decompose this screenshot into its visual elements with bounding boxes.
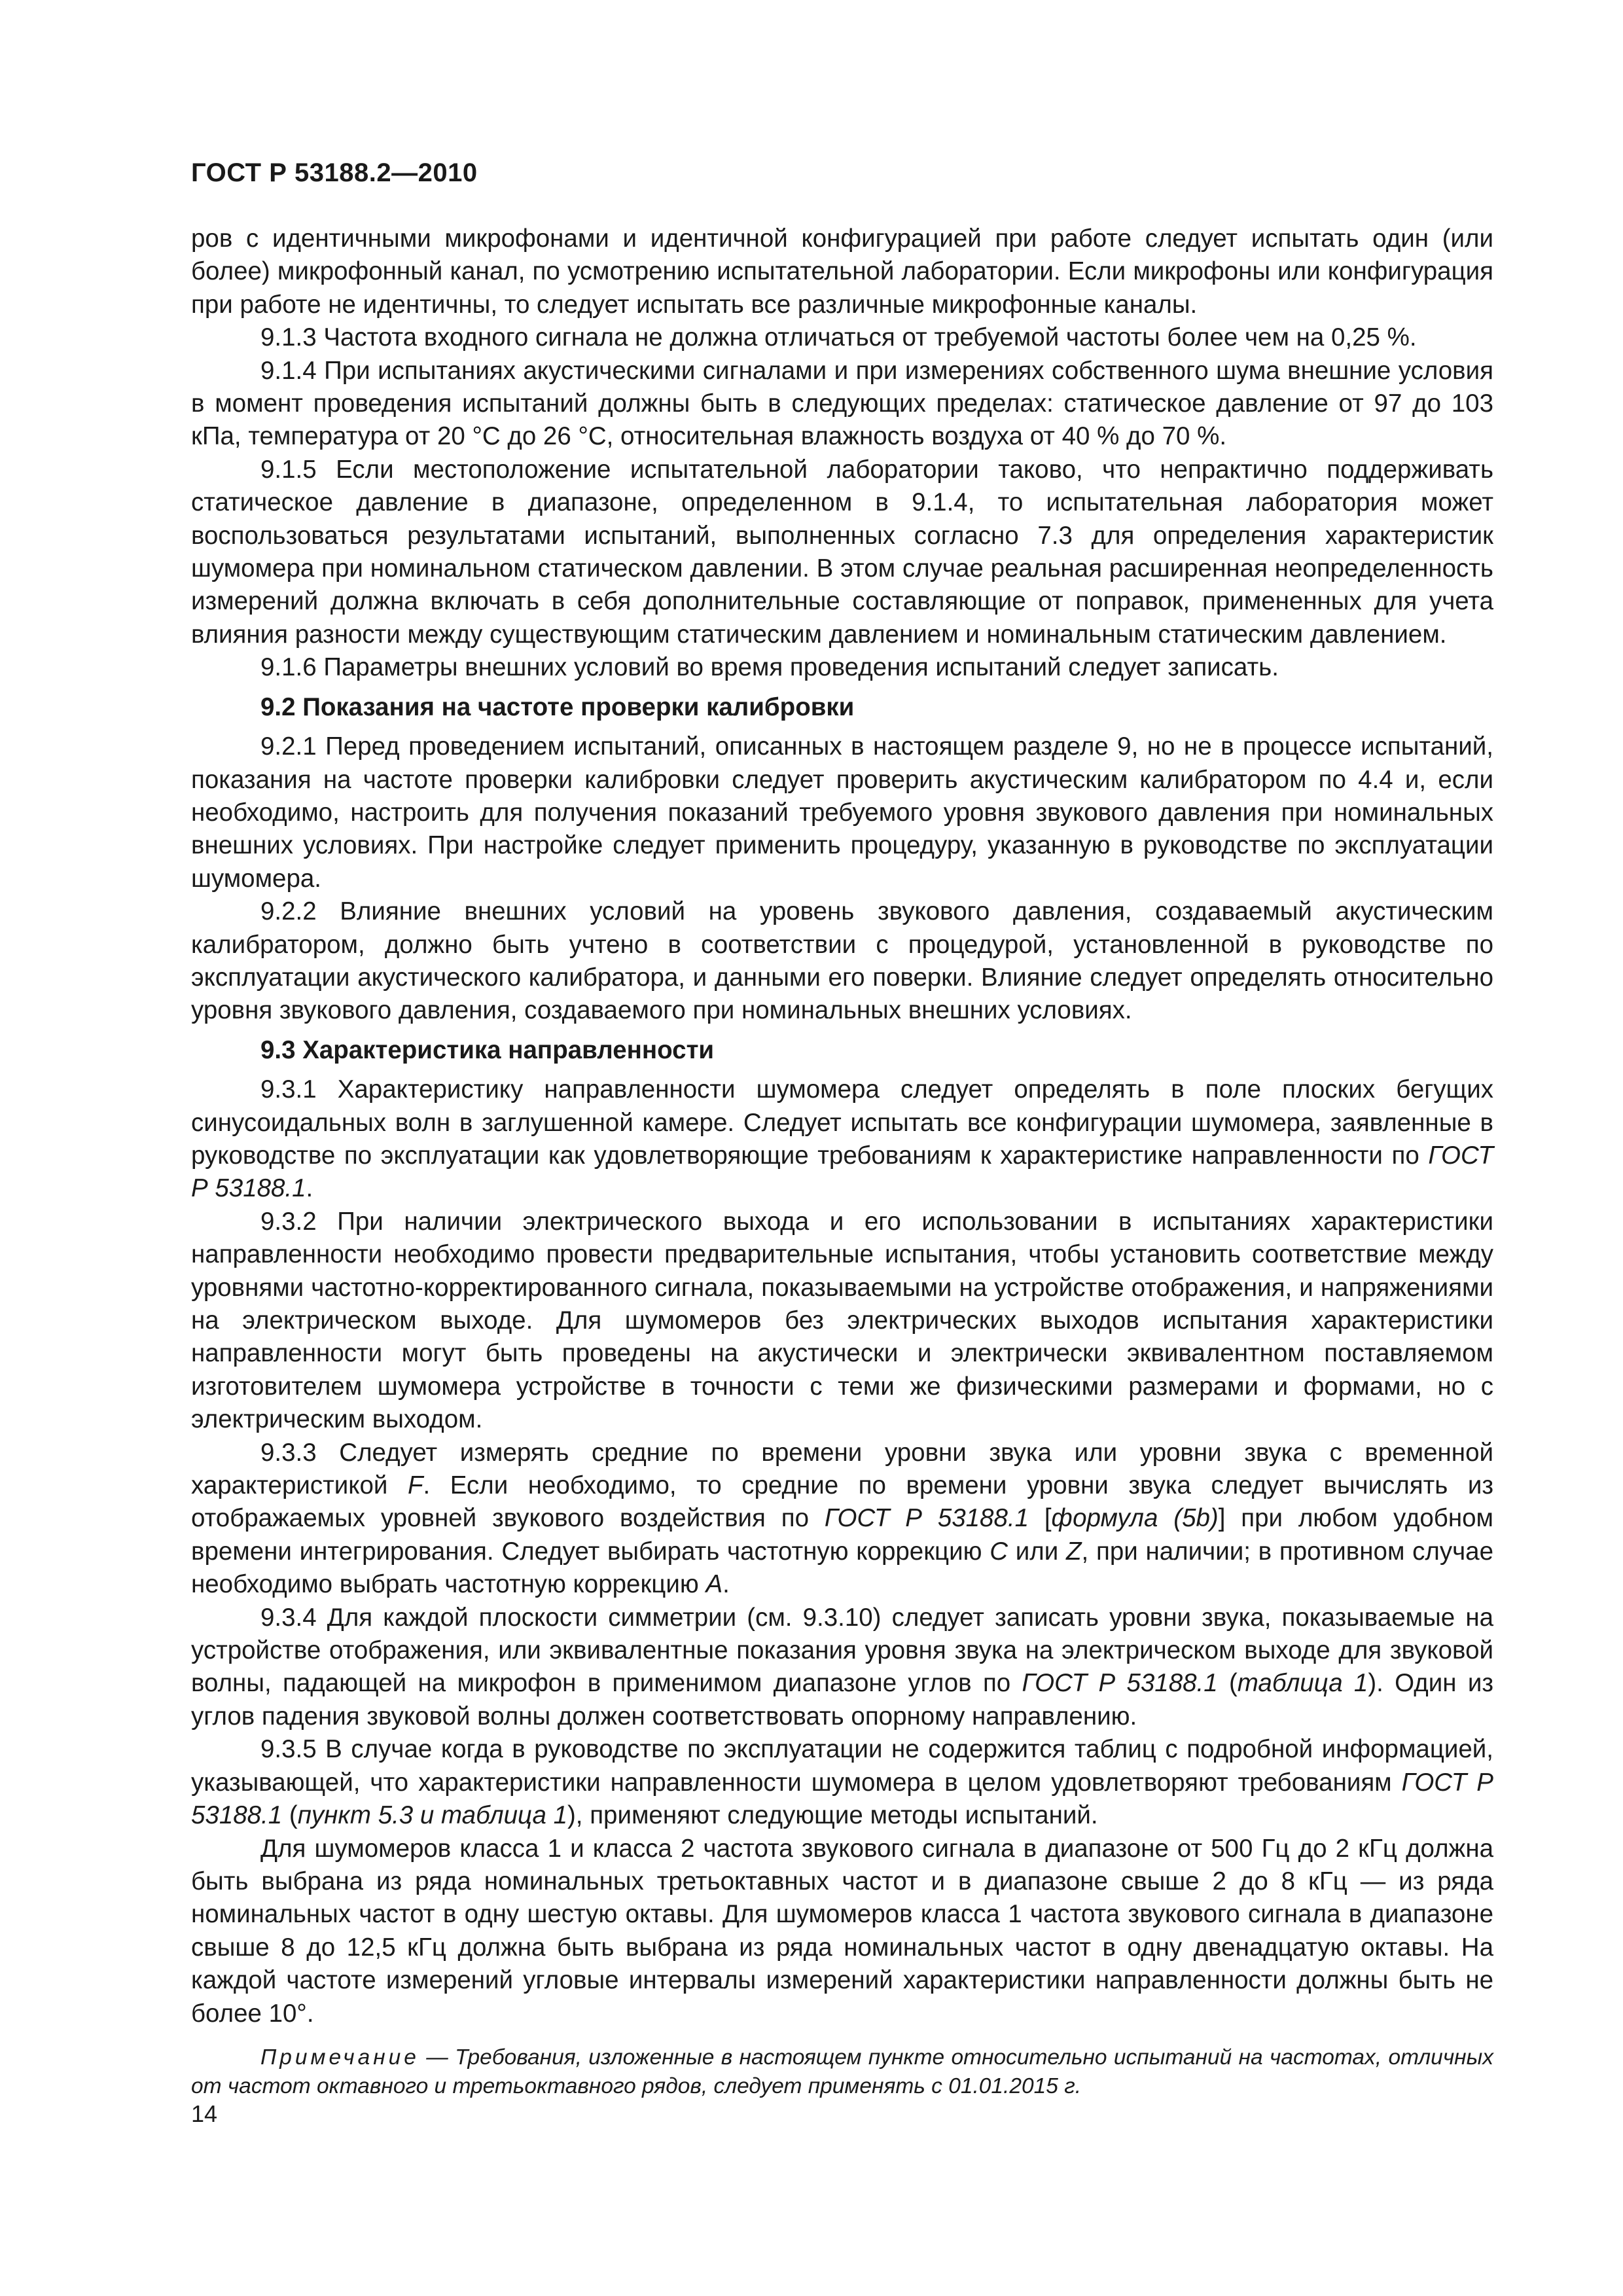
- text-run: [: [1029, 1504, 1052, 1533]
- paragraph-9-1-5: 9.1.5 Если местоположение испытательной лаборатории таково, что непрактично поддерживать статическое давление в диапазоне, определенном в 9.1.4, то испытательная лаборатория может воспользоваться результатами испытаний, выполненных согласно 7.3 для определения характеристик шумомера при номинальном статическом давлении. В этом случае реальная расширенная неопределенность измерений должна включать в себя дополнительные составляющие от поправок, примененных для учета влияния разности между существующим статическим давлением и номинальным статическим давлением.: [191, 455, 1493, 649]
- text-run: , при наличии; в противном случае необходимо выбрать частотную коррекцию: [191, 1537, 1493, 1599]
- text-run: 9.3.3 Следует измерять средние по времени уровни звука или уровни звука с временной характеристикой: [191, 1438, 1493, 1500]
- symbol-a: A: [705, 1570, 723, 1599]
- section-heading-9-3: 9.3 Характеристика направленности: [260, 1035, 715, 1064]
- standard-reference: ГОСТ Р 53188.1: [191, 1768, 1493, 1830]
- standard-reference: ГОСТ Р 53188.1: [191, 1141, 1493, 1203]
- document-header: ГОСТ Р 53188.2—2010: [191, 158, 478, 187]
- text-run: ). Один из углов падения звуковой волны должен соответствовать опорному направлению.: [191, 1669, 1493, 1731]
- paragraph-9-1-6: 9.1.6 Параметры внешних условий во время проведения испытаний следует записать.: [260, 653, 1279, 682]
- page-number: 14: [191, 2100, 218, 2127]
- standard-reference: ГОСТ Р 53188.1: [1022, 1669, 1218, 1698]
- paragraph-9-3-1: [191, 1073, 1493, 1206]
- paragraph-9-3-5: [191, 1733, 1493, 1832]
- document-page: [191, 157, 1493, 2101]
- symbol-c: C: [990, 1537, 1008, 1566]
- text-run: ), применяют следующие методы испытаний.: [567, 1801, 1098, 1830]
- section-heading-9-2: 9.2 Показания на частоте проверки калибровки: [260, 692, 855, 721]
- text-run: или: [1008, 1537, 1067, 1566]
- note-label: Примечание: [260, 2045, 419, 2070]
- paragraph-9-2-1: 9.2.1 Перед проведением испытаний, описанных в настоящем разделе 9, но не в процессе испытаний, показания на частоте проверки калибровки следует проверить акустическим калибратором по 4.4 и, если необходимо, настроить для получения показаний требуемого уровня звукового давления при номинальных внешних условиях. При настройке следует применить процедуру, указанную в руководстве по эксплуатации шумомера.: [191, 732, 1493, 893]
- standard-reference: ГОСТ Р 53188.1: [824, 1504, 1029, 1533]
- text-run: 9.3.5 В случае когда в руководстве по эксплуатации не содержится таблиц с подробной информацией, указывающей, что характеристики направленности шумомера в целом удовлетворяют требованиям: [191, 1735, 1493, 1797]
- text-run: .: [306, 1174, 313, 1203]
- paragraph-frequency-requirements: Для шумомеров класса 1 и класса 2 частота звукового сигнала в диапазоне от 500 Гц до 2 кГц должна быть выбрана из ряда номинальных третьоктавных частот и в диапазоне свыше 2 до 8 кГц — из ряда номинальных частот в одну шестую октавы. Для шумомеров класса 1 частота звукового сигнала в диапазоне свыше 8 до 12,5 кГц должна быть выбрана из ряда номинальных частот в одну двенадцатую октавы. На каждой частоте измерений угловые интервалы измерений характеристики направленности должны быть не более 10°.: [191, 1834, 1493, 2028]
- clause-reference: пункт 5.3 и таблица 1: [297, 1801, 567, 1830]
- paragraph-9-2-2: 9.2.2 Влияние внешних условий на уровень звукового давления, создаваемый акустическим калибратором, должно быть учтено в соответствии с процедурой, установленной в руководстве по эксплуатации акустического калибратора, и данными его поверки. Влияние следует определять относительно уровня звукового давления, создаваемого при номинальных внешних условиях.: [191, 897, 1493, 1025]
- symbol-f: F: [408, 1471, 423, 1500]
- text-run: (: [282, 1801, 298, 1830]
- paragraph-9-3-2: 9.3.2 При наличии электрического выхода и его использовании в испытаниях характеристики направленности необходимо провести предварительные испытания, чтобы установить соответствие между уровнями частотно-корректированного сигнала, показываемыми на устройстве отображения, и напряжениями на электрическом выходе. Для шумомеров без электрических выходов испытания характеристики направленности могут быть проведены на акустически и электрически эквивалентном поставляемом изготовителем шумомера устройстве в точности с теми же физическими размерами и формами, но с электрическим выходом.: [191, 1207, 1493, 1434]
- text-run: 9.3.4 Для каждой плоскости симметрии (см. 9.3.10) следует записать уровни звука, показываемые на устройстве отображения, или эквивалентные показания уровня звука на электрическом выходе для звуковой волны, падающей на микрофон в применимом диапазоне углов по: [191, 1603, 1493, 1698]
- paragraph-9-1-4: 9.1.4 При испытаниях акустическими сигналами и при измерениях собственного шума внешние условия в момент проведения испытаний должны быть в следующих пределах: статическое давление от 97 до 103 кПа, температура от 20 °С до 26 °С, относительная влажность воздуха от 40 % до 70 %.: [191, 356, 1493, 451]
- paragraph-9-3-4: [191, 1602, 1493, 1734]
- symbol-z: Z: [1066, 1537, 1082, 1566]
- formula-reference: формула (5b): [1051, 1504, 1219, 1533]
- paragraph-continuation: ров с идентичными микрофонами и идентичной конфигурацией при работе следует испытать один (или более) микрофонный канал, по усмотрению испытательной лаборатории. Если микрофоны или конфигурация при работе не идентичны, то следует испытать все различные микрофонные каналы.: [191, 224, 1493, 319]
- paragraph-9-3-3: [191, 1437, 1493, 1602]
- text-run: (: [1217, 1669, 1238, 1698]
- text-run: . Если необходимо, то средние по времени уровни звука следует вычислять из отображаемых уровней звукового воздействия по: [191, 1471, 1494, 1533]
- paragraph-9-1-3: 9.1.3 Частота входного сигнала не должна отличаться от требуемой частоты более чем на 0,25 %.: [260, 323, 1417, 352]
- note: [191, 2043, 1493, 2101]
- text-run: 9.3.1 Характеристику направленности шумомера следует определять в поле плоских бегущих синусоидальных волн в заглушенной камере. Следует испытать все конфигурации шумомера, заявленные в руководстве по эксплуатации как удовлетворяющие требованиям к характеристике направленности по: [191, 1075, 1493, 1170]
- note-text: — Требования, изложенные в настоящем пункте относительно испытаний на частотах, отличных от частот октавного и третьоктавного рядов, следует применять с 01.01.2015 г.: [191, 2045, 1493, 2098]
- text-run: .: [722, 1570, 730, 1599]
- table-reference: таблица 1: [1237, 1669, 1368, 1698]
- text-run: ] при любом удобном времени интегрирования. Следует выбирать частотную коррекцию: [191, 1504, 1493, 1566]
